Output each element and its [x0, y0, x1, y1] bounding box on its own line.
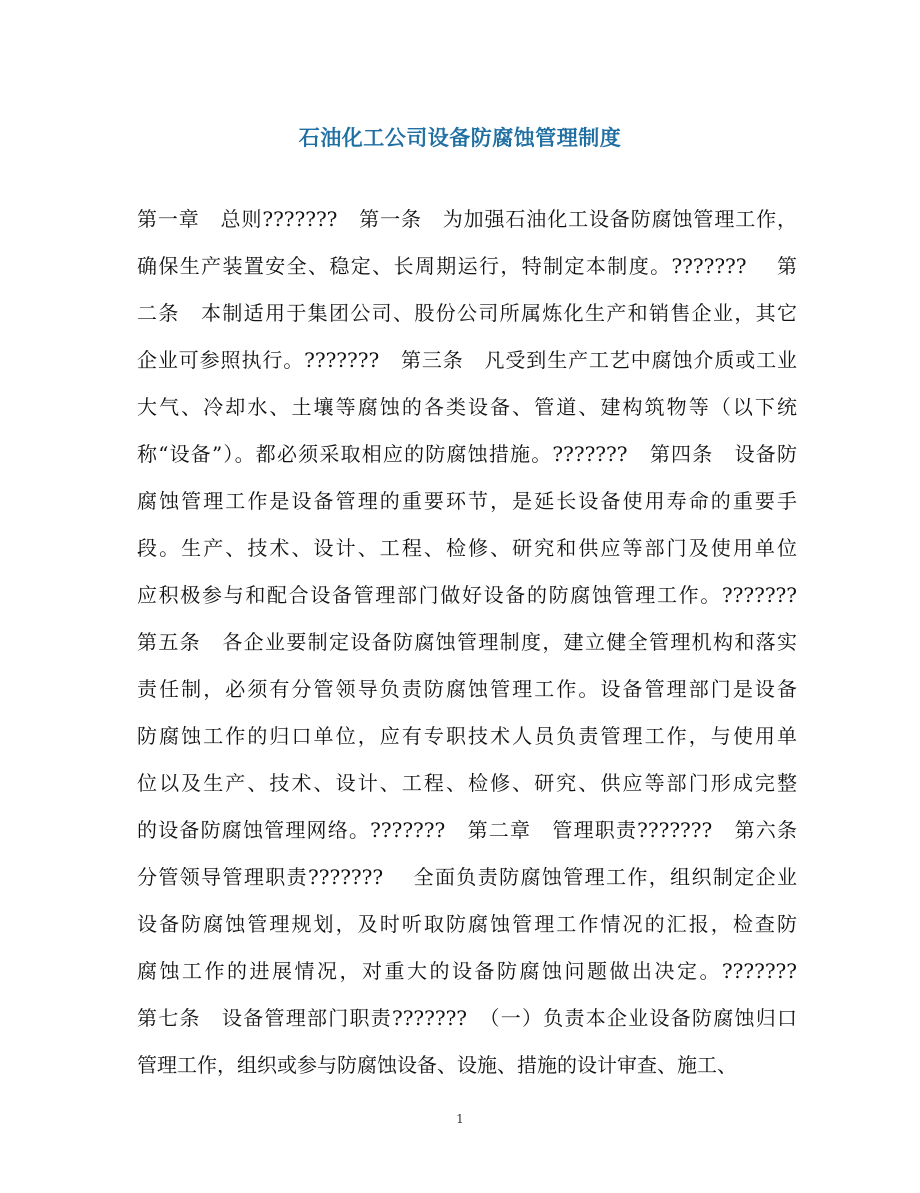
body-line: 腐蚀管理工作是设备管理的重要环节，是延长设备使用寿命的重要手 [137, 489, 797, 513]
body-line: 二条 本制适用于集团公司、股份公司所属炼化生产和销售企业，其它 [137, 301, 797, 325]
body-line: 第五条 各企业要制定设备防腐蚀管理制度，建立健全管理机构和落实 [137, 630, 797, 654]
body-line: 第七条 设备管理部门职责??????? （一）负责本企业设备防腐蚀归口 [137, 1006, 797, 1030]
document-body [137, 196, 797, 1089]
body-line: 设备防腐蚀管理规划，及时听取防腐蚀管理工作情况的汇报，检查防 [137, 912, 797, 936]
body-line: 应积极参与和配合设备管理部门做好设备的防腐蚀管理工作。??????? [137, 583, 797, 607]
body-line: 责任制，必须有分管领导负责防腐蚀管理工作。设备管理部门是设备 [137, 677, 797, 701]
body-line: 大气、冷却水、土壤等腐蚀的各类设备、管道、建构筑物等（以下统 [137, 395, 797, 419]
body-line: 位以及生产、技术、设计、工程、检修、研究、供应等部门形成完整 [137, 771, 797, 795]
body-line: 确保生产装置安全、稳定、长周期运行，特制定本制度。??????? 第 [137, 254, 797, 278]
document-title: 石油化工公司设备防腐蚀管理制度 [298, 126, 622, 150]
body-line: 段。生产、技术、设计、工程、检修、研究和供应等部门及使用单位 [137, 536, 797, 560]
body-line: 管理工作，组织或参与防腐蚀设备、设施、措施的设计审查、施工、 [137, 1053, 737, 1077]
page-number: 1 [456, 1112, 464, 1126]
body-line: 防腐蚀工作的归口单位，应有专职技术人员负责管理工作，与使用单 [137, 724, 797, 748]
body-line: 称“设备”）。都必须采取相应的防腐蚀措施。??????? 第四条 设备防 [137, 442, 797, 466]
body-line: 企业可参照执行。??????? 第三条 凡受到生产工艺中腐蚀介质或工业 [137, 348, 797, 372]
body-line: 腐蚀工作的进展情况，对重大的设备防腐蚀问题做出决定。??????? [137, 959, 797, 983]
body-line: 第一章 总则??????? 第一条 为加强石油化工设备防腐蚀管理工作， [137, 207, 797, 231]
body-line: 分管领导管理职责??????? 全面负责防腐蚀管理工作，组织制定企业 [137, 865, 797, 889]
body-line: 的设备防腐蚀管理网络。??????? 第二章 管理职责??????? 第六条 [137, 818, 797, 842]
